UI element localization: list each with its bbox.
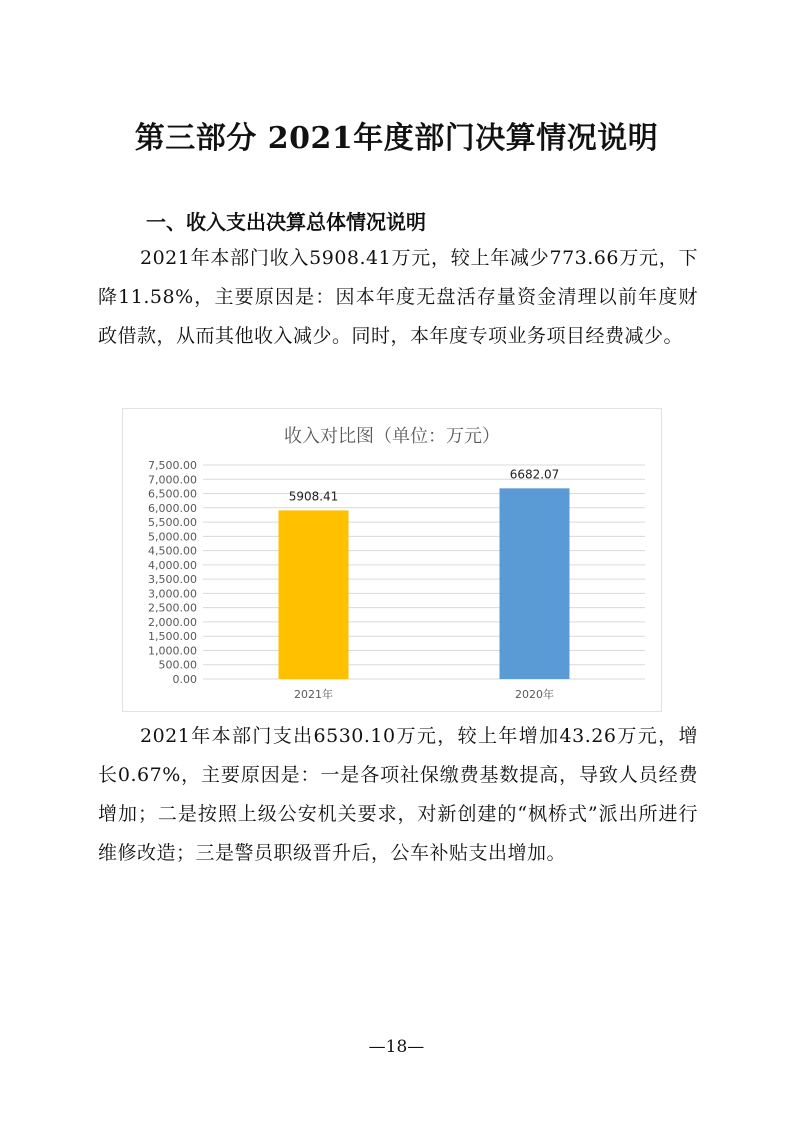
x-axis-ticks xyxy=(294,687,554,701)
y-tick-label: 6,500.00 xyxy=(148,487,197,501)
chart-title: 收入对比图（单位：万元） xyxy=(284,426,500,447)
chart-gridlines xyxy=(203,465,645,679)
y-tick-label: 7,500.00 xyxy=(148,459,197,472)
page-title: 第三部分 2021年度部门决算情况说明 xyxy=(134,121,659,156)
y-tick-label: 0.00 xyxy=(172,673,197,686)
bar xyxy=(500,488,570,679)
y-tick-label: 7,000.00 xyxy=(148,473,197,487)
y-tick-label: 2,500.00 xyxy=(148,601,197,615)
income-paragraph: 2021年本部门收入5908.41万元，较上年减少773.66万元，下降11.58%，主要原因是：因本年度无盘活存量资金清理以前年度财政借款，从而其他收入减少。同时，本年度专项业务项目经费减少。 xyxy=(98,247,698,347)
y-axis-ticks xyxy=(148,459,197,686)
expenditure-paragraph: 2021年本部门支出6530.10万元，较上年增加43.26万元，增长0.67%，主要原因是：一是各项社保缴费基数提高，导致人员经费增加；二是按照上级公安机关要求，对新创建的“枫桥式”派出所进行维修改造；三是警员职级晋升后，公车补贴支出增加。 xyxy=(98,725,698,864)
bar-chart-svg xyxy=(123,409,661,711)
income-comparison-chart xyxy=(122,408,662,712)
y-tick-label: 5,500.00 xyxy=(148,516,197,530)
bar-value-label: 6682.07 xyxy=(509,467,560,482)
y-tick-label: 1,000.00 xyxy=(148,644,197,658)
y-tick-label: 4,000.00 xyxy=(148,558,197,572)
x-tick-label: 2021年 xyxy=(294,688,333,701)
y-tick-label: 4,500.00 xyxy=(148,544,197,558)
y-tick-label: 6,000.00 xyxy=(148,501,197,515)
bar-value-label: 5908.41 xyxy=(288,489,339,504)
x-tick-label: 2020年 xyxy=(515,688,554,701)
y-tick-label: 2,000.00 xyxy=(148,615,197,629)
y-tick-label: 500.00 xyxy=(158,658,197,672)
y-tick-label: 5,000.00 xyxy=(148,530,197,544)
page-number: —18— xyxy=(368,1037,425,1057)
y-tick-label: 3,000.00 xyxy=(148,587,197,601)
section-heading: 一、收入支出决算总体情况说明 xyxy=(146,210,426,234)
bar xyxy=(279,510,349,679)
y-tick-label: 1,500.00 xyxy=(148,630,197,644)
y-tick-label: 3,500.00 xyxy=(148,573,197,587)
